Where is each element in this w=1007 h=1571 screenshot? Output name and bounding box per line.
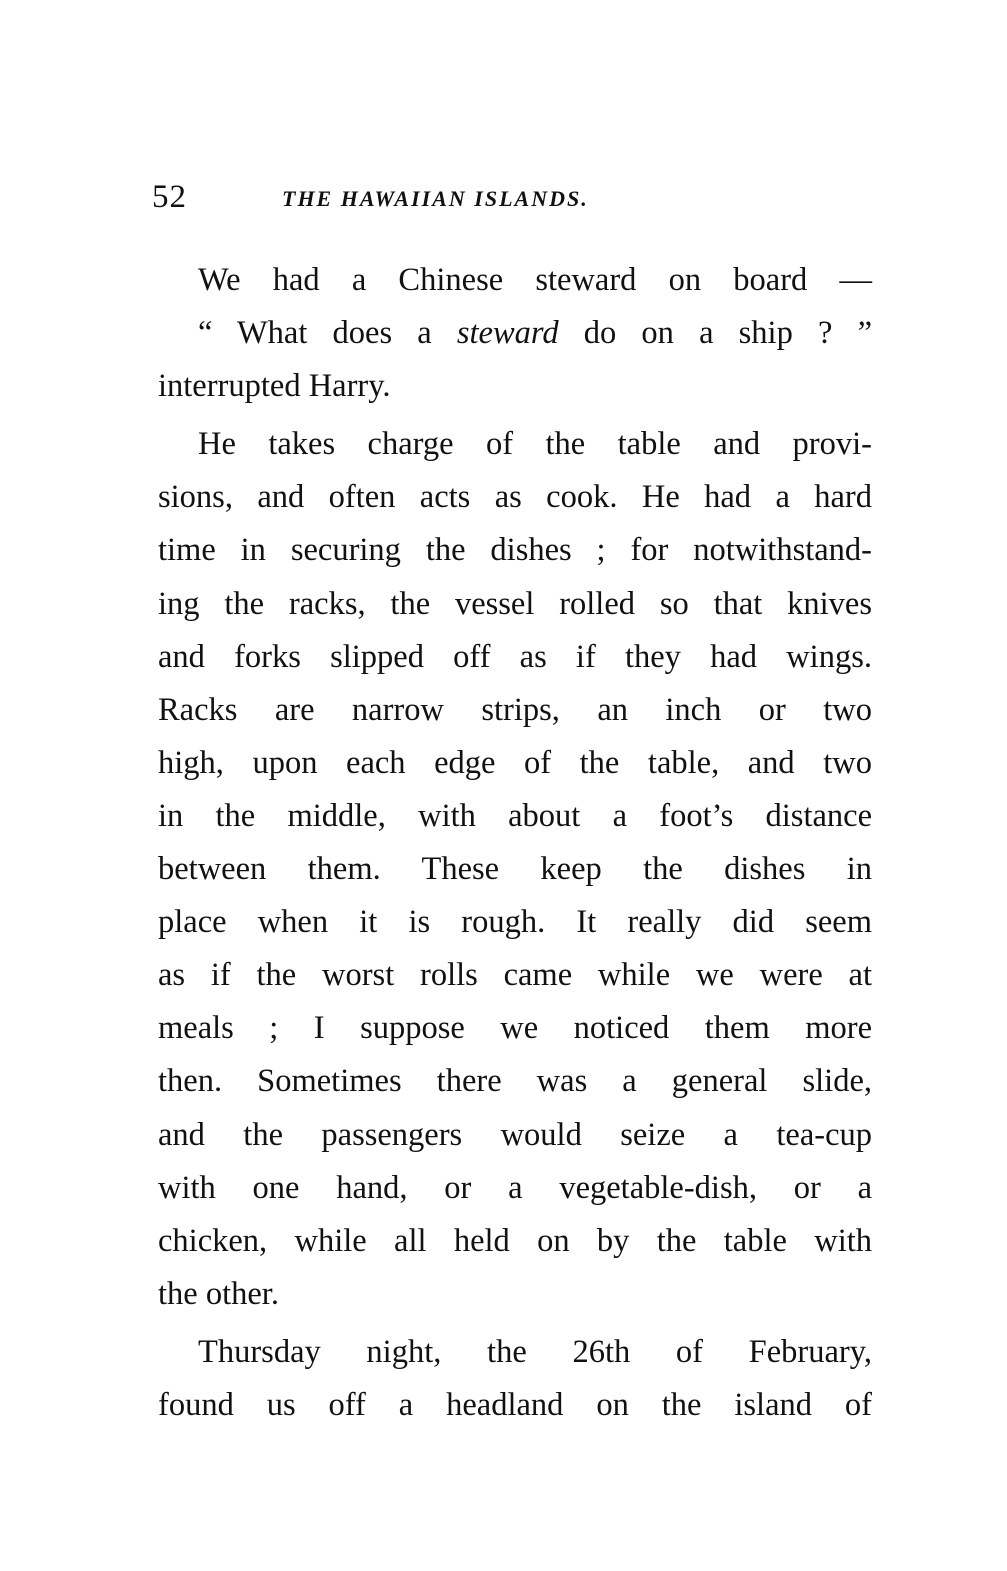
text-line: Racks are narrow strips, an inch or two	[158, 691, 872, 728]
text-line: sions, and often acts as cook. He had a hard	[158, 479, 872, 516]
text-line: as if the worst rolls came while we were at	[158, 957, 872, 994]
text-line: interrupted Harry.	[158, 368, 391, 405]
text-line: in the middle, with about a foot’s distance	[158, 797, 872, 834]
text-line: then. Sometimes there was a general slide,	[158, 1063, 872, 1100]
text-line: between them. These keep the dishes in	[158, 851, 872, 888]
quote-start: “ What does a	[198, 315, 457, 352]
text-line: with one hand, or a vegetable-dish, or a	[158, 1169, 872, 1206]
text-line: meals ; I suppose we noticed them more	[158, 1010, 872, 1047]
text-line: chicken, while all held on by the table with	[158, 1222, 872, 1259]
running-title: THE HAWAIIAN ISLANDS.	[282, 186, 589, 211]
text-line: high, upon each edge of the table, and two	[158, 744, 872, 781]
page-header	[152, 172, 872, 222]
text-line: and the passengers would seize a tea-cup	[158, 1116, 872, 1153]
text-line	[158, 307, 872, 360]
body-text	[158, 254, 872, 1432]
text-line: place when it is rough. It really did seem	[158, 904, 872, 941]
text-line: time in securing the dishes ; for notwithstand-	[158, 532, 872, 569]
text-line: We had a Chinese steward on board —	[198, 262, 872, 298]
quote-end: do on a ship ? ”	[558, 315, 873, 352]
text-line: Thursday night, the 26th of February,	[198, 1333, 872, 1370]
text-line: and forks slipped off as if they had wings.	[158, 638, 872, 675]
text-line: ing the racks, the vessel rolled so that knives	[158, 585, 872, 622]
text-line: He takes charge of the table and provi-	[198, 426, 872, 463]
text-line: the other.	[158, 1275, 279, 1312]
text-line: found us off a headland on the island of	[158, 1386, 872, 1423]
page-number: 52	[152, 179, 187, 215]
emphasized-word: steward	[456, 315, 559, 352]
